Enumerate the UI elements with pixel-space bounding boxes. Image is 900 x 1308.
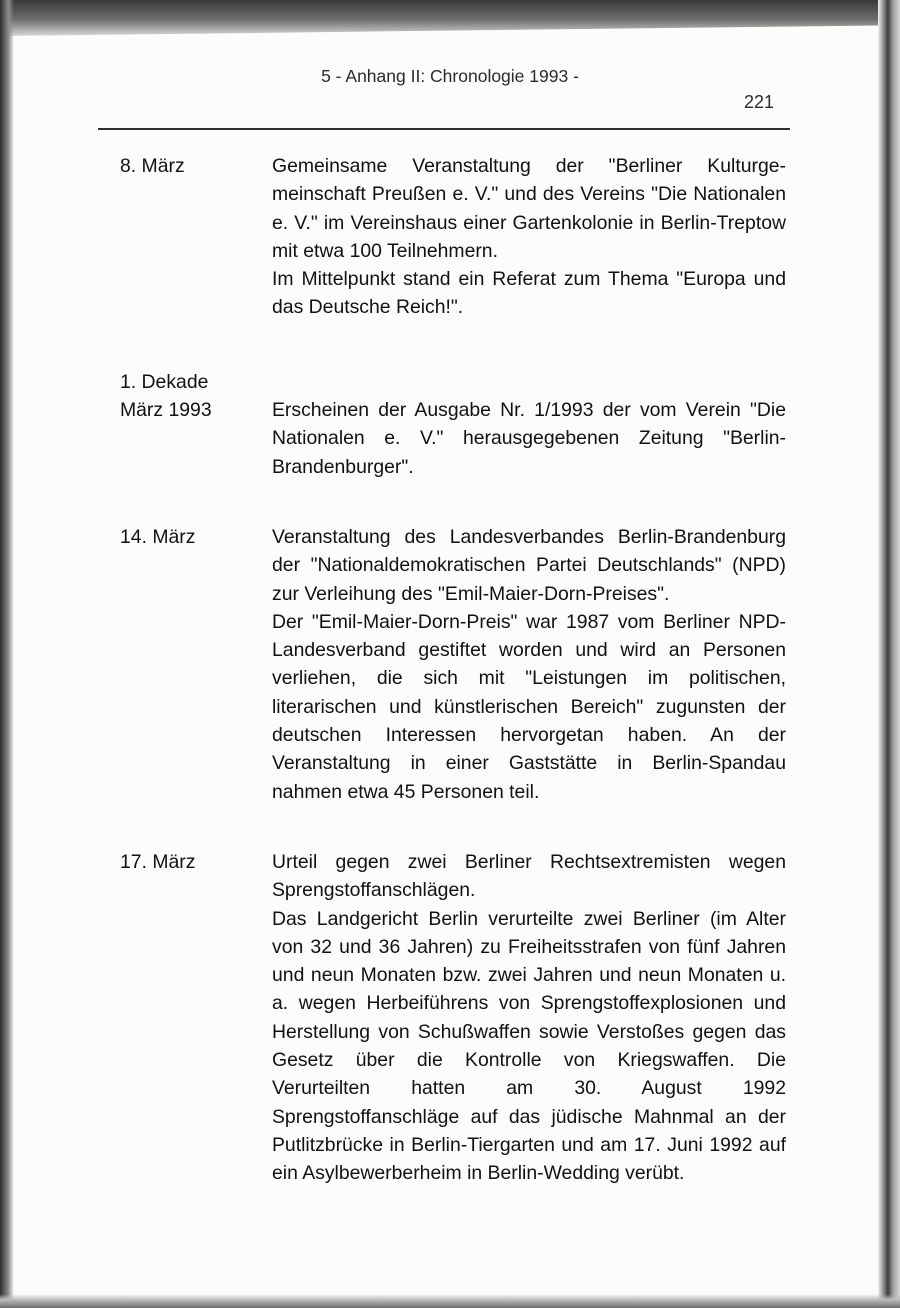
entry-paragraph: Veranstaltung des Landesverbandes Berlin-Brandenburg der "Nationaldemokratischen Partei Deutschlands" (NPD) zur Verleihung des "Emil-Maier-Dorn-Preises".: [272, 525, 786, 605]
scan-shadow-bottom: [0, 1294, 900, 1308]
entry-date-line: 17. März: [120, 850, 196, 873]
entry-date: [120, 523, 250, 551]
entry-date-line: März 1993: [120, 399, 212, 422]
entry-paragraph: Erscheinen der Ausgabe Nr. 1/1993 der vom Verein "Die Nationalen e. V." herausgegebenen Zeitung "Berlin-Brandenburger".: [272, 399, 786, 478]
entry-paragraph: Gemeinsame Veranstaltung der "Berliner Kulturgemeinschaft Preußen e. V." und des Vereins "Die Nationalen e. V." im Vereinshaus einer Gartenkolonie in Berlin-Treptow mit etwa 100 Teilnehmern.: [272, 155, 786, 262]
header-rule: [98, 128, 790, 130]
entry-date: [120, 152, 250, 180]
entry-text: [272, 152, 786, 322]
entry-date-line: 14. März: [120, 525, 196, 548]
page-number: 221: [744, 92, 775, 112]
chronology-entry: [0, 364, 900, 481]
chronology-entry: [0, 523, 900, 806]
entry-text: [272, 848, 786, 1188]
entry-paragraph: Urteil gegen zwei Berliner Rechtsextremisten wegen Sprengstoffanschlägen.: [272, 850, 786, 902]
chronology-entry: [0, 152, 900, 322]
chronology-list: [0, 152, 900, 1230]
entry-date: [120, 848, 250, 876]
entry-text: [272, 523, 786, 806]
entry-date-line: 1. Dekade: [120, 370, 209, 393]
entry-date: [120, 368, 250, 425]
entry-paragraph: Im Mittelpunkt stand ein Referat zum Thema "Europa und das Deutsche Reich!".: [272, 268, 786, 319]
chronology-entry: [0, 848, 900, 1188]
entry-date-line: 8. März: [120, 155, 185, 177]
entry-text: [272, 368, 786, 481]
entry-paragraph: Das Landgericht Berlin verurteilte zwei Berliner (im Alter von 32 und 36 Jahren) zu Freiheitsstrafen von fünf Jahren und neun Monaten bzw. zwei Jahren und neun Monaten u. a. wegen Herbeiführens von Sprengstoffexplosionen und Herstellung von Schußwaffen sowie Verstoßes gegen das Gesetz über die Kontrolle von Kriegswaffen. Die Verurteilten hatten am 30. August 1992 Sprengstoffanschläge auf das jüdische Mahnmal an der Putlitzbrücke in Berlin-Tiergarten und am 17. Juni 1992 auf ein Asylbewerberheim in Berlin-Wedding verübt.: [272, 907, 786, 1185]
scan-shadow-top: [0, 0, 900, 36]
entry-paragraph: Der "Emil-Maier-Dorn-Preis" war 1987 vom Berliner NPD-Landesverband gestiftet worden und wird an Personen verliehen, die sich mit "Leistungen im politischen, literarischen und künstlerischen Bereich" zugunsten der deutschen Interessen hervorgetan haben. An der Veranstaltung in einer Gaststätte in Berlin-Spandau nahmen etwa 45 Personen teil.: [272, 610, 786, 803]
running-header: 5 - Anhang II: Chronologie 1993 -: [321, 66, 579, 86]
